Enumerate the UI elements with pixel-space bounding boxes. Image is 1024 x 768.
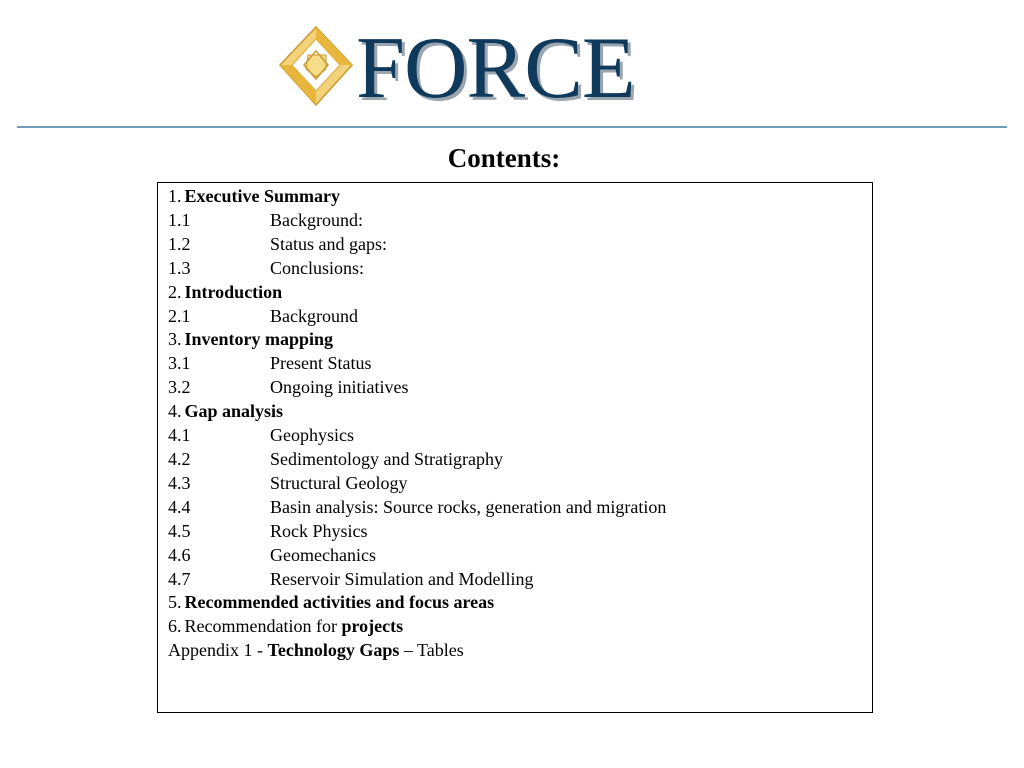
appendix-suffix: – Tables [399, 640, 464, 661]
toc-item-4[interactable] [168, 400, 666, 424]
toc-title: Basin analysis: Source rocks, generation and migration [270, 496, 667, 517]
toc-title: Rock Physics [270, 520, 368, 541]
toc-item-4-7[interactable] [168, 568, 666, 592]
toc-number: 3.2 [168, 377, 191, 398]
toc-title-bold: projects [341, 616, 404, 637]
toc-title: Background: [270, 209, 363, 230]
toc-item-4-6[interactable] [168, 544, 666, 568]
diamond-logo-icon [278, 25, 354, 109]
toc-item-4-2[interactable] [168, 448, 666, 472]
toc-item-4-5[interactable] [168, 520, 666, 544]
toc-number: 4.7 [168, 568, 191, 589]
toc-item-3-1[interactable] [168, 352, 666, 376]
toc-number: 4.4 [168, 496, 191, 517]
toc-item-2[interactable] [168, 281, 666, 305]
toc-title: Geophysics [270, 425, 354, 446]
toc-title: Geomechanics [270, 544, 376, 565]
toc-title: Executive Summary [184, 186, 340, 206]
toc-title: Sedimentology and Stratigraphy [270, 448, 503, 469]
toc-number: 4.5 [168, 520, 191, 541]
toc-number: 4.1 [168, 425, 191, 446]
toc-item-4-3[interactable] [168, 472, 666, 496]
toc-title-plain: Recommendation for [184, 616, 342, 637]
toc-item-1-1[interactable] [168, 209, 666, 233]
toc-item-4-4[interactable] [168, 496, 666, 520]
toc-item-4-1[interactable] [168, 424, 666, 448]
toc-list [168, 185, 666, 663]
force-logo [278, 20, 635, 117]
toc-item-3-2[interactable] [168, 376, 666, 400]
appendix-prefix: Appendix 1 - [168, 640, 268, 661]
toc-number: 4.6 [168, 544, 191, 565]
toc-number: 2.1 [168, 305, 191, 326]
toc-item-6[interactable] [168, 615, 666, 639]
toc-number: 4. [168, 401, 182, 422]
logo-wordmark: FORCE [356, 20, 635, 117]
toc-item-2-1[interactable] [168, 305, 666, 329]
toc-title: Structural Geology [270, 472, 408, 493]
toc-number: 6. [168, 616, 182, 637]
toc-title [185, 615, 404, 639]
table-of-contents [157, 182, 873, 713]
toc-number: 1.3 [168, 257, 191, 278]
toc-number: 2. [168, 281, 182, 302]
toc-title [168, 639, 464, 663]
toc-item-appendix[interactable] [168, 639, 666, 663]
toc-title: Present Status [270, 353, 372, 374]
toc-number: 4.2 [168, 448, 191, 469]
toc-item-3[interactable] [168, 328, 666, 352]
toc-number: 4.3 [168, 472, 191, 493]
appendix-title-bold: Technology Gaps [267, 640, 400, 661]
toc-number: 1.2 [168, 233, 191, 254]
header-divider [17, 126, 1007, 128]
toc-title: Inventory mapping [184, 329, 334, 350]
toc-item-1-3[interactable] [168, 257, 666, 281]
toc-number: 5. [168, 592, 182, 613]
toc-title: Gap analysis [184, 401, 284, 422]
toc-title: Background [270, 305, 358, 326]
toc-number: 1.1 [168, 209, 191, 230]
toc-item-1[interactable] [168, 185, 666, 209]
toc-number: 1. [168, 186, 182, 206]
toc-number: 3. [168, 329, 182, 350]
toc-item-1-2[interactable] [168, 233, 666, 257]
toc-number: 3.1 [168, 353, 191, 374]
toc-title: Recommended activities and focus areas [184, 592, 495, 613]
toc-item-5[interactable] [168, 591, 666, 615]
toc-title: Status and gaps: [270, 233, 387, 254]
toc-title: Conclusions: [270, 257, 365, 278]
toc-title: Introduction [184, 281, 283, 302]
toc-title: Ongoing initiatives [270, 377, 409, 398]
toc-title: Reservoir Simulation and Modelling [270, 568, 534, 589]
page-title: Contents: [447, 143, 561, 173]
